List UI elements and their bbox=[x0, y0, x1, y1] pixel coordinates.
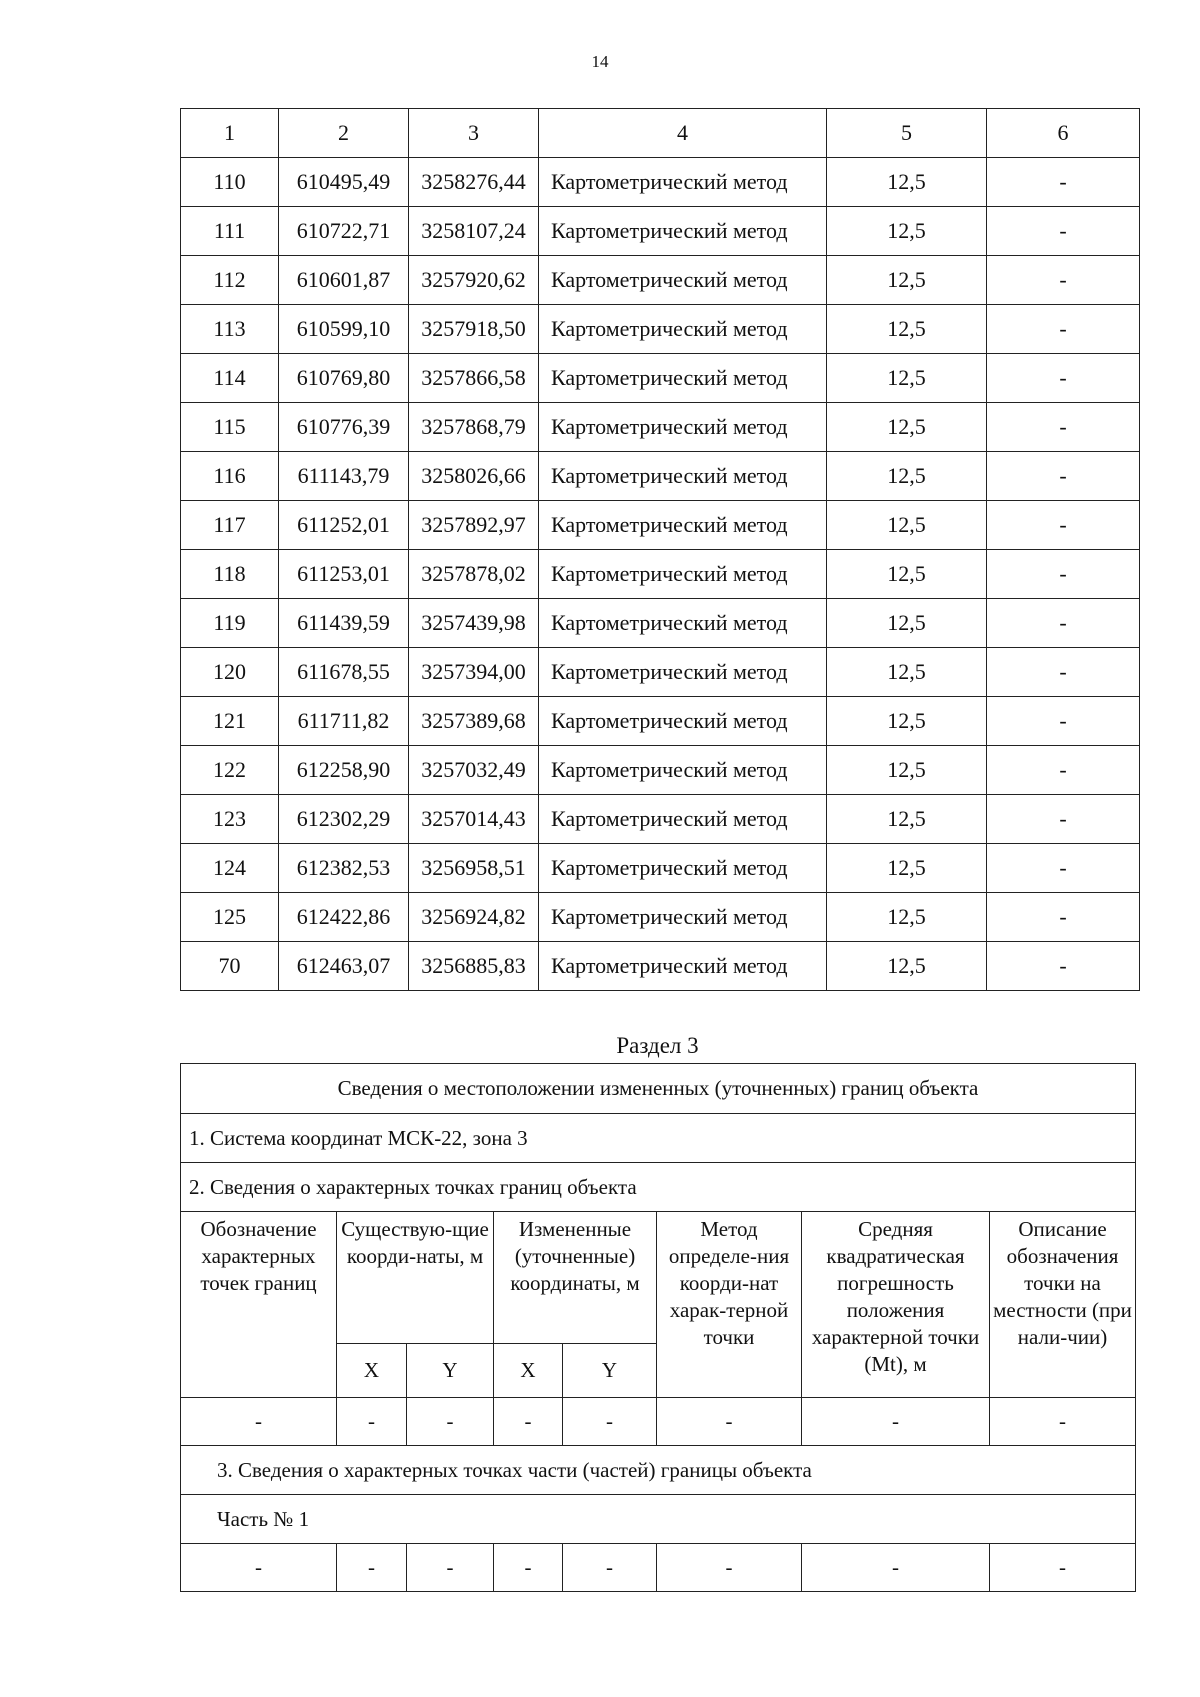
point-id-cell: 114 bbox=[181, 354, 279, 403]
method-cell: Картометрический метод bbox=[539, 599, 827, 648]
x-coord-cell: 611439,59 bbox=[279, 599, 409, 648]
point-id-cell: 113 bbox=[181, 305, 279, 354]
table-row bbox=[181, 599, 1140, 648]
point-id-cell: 118 bbox=[181, 550, 279, 599]
y-coord-cell: 3257014,43 bbox=[409, 795, 539, 844]
method-cell: Картометрический метод bbox=[539, 648, 827, 697]
y-coord-cell: 3257866,58 bbox=[409, 354, 539, 403]
table-row bbox=[181, 452, 1140, 501]
x-coord-cell: 612382,53 bbox=[279, 844, 409, 893]
table-row bbox=[181, 697, 1140, 746]
accuracy-cell: 12,5 bbox=[827, 158, 987, 207]
x-coord-cell: 612302,29 bbox=[279, 795, 409, 844]
y-coord-cell: 3256885,83 bbox=[409, 942, 539, 991]
accuracy-cell: 12,5 bbox=[827, 599, 987, 648]
y-coord-cell: 3257394,00 bbox=[409, 648, 539, 697]
y-coord-cell: 3256924,82 bbox=[409, 893, 539, 942]
y-coord-cell: 3257878,02 bbox=[409, 550, 539, 599]
accuracy-cell: 12,5 bbox=[827, 844, 987, 893]
method-cell: Картометрический метод bbox=[539, 795, 827, 844]
x-coord-cell: 612463,07 bbox=[279, 942, 409, 991]
points-heading: 2. Сведения о характерных точках границ объекта bbox=[181, 1163, 1136, 1212]
accuracy-cell: 12,5 bbox=[827, 795, 987, 844]
table-row bbox=[181, 893, 1140, 942]
accuracy-cell: 12,5 bbox=[827, 648, 987, 697]
accuracy-cell: 12,5 bbox=[827, 354, 987, 403]
method-cell: Картометрический метод bbox=[539, 452, 827, 501]
point-id-cell: 111 bbox=[181, 207, 279, 256]
method-cell: Картометрический метод bbox=[539, 158, 827, 207]
description-cell: - bbox=[987, 305, 1140, 354]
accuracy-cell: 12,5 bbox=[827, 893, 987, 942]
table-row bbox=[181, 746, 1140, 795]
accuracy-cell: 12,5 bbox=[827, 305, 987, 354]
accuracy-cell: 12,5 bbox=[827, 256, 987, 305]
table-row bbox=[181, 158, 1140, 207]
accuracy-cell: 12,5 bbox=[827, 403, 987, 452]
point-id-cell: 120 bbox=[181, 648, 279, 697]
description-cell: - bbox=[987, 501, 1140, 550]
section3-table bbox=[180, 1063, 1136, 1592]
y-coord-cell: 3257439,98 bbox=[409, 599, 539, 648]
x-coord-cell: 611143,79 bbox=[279, 452, 409, 501]
accuracy-cell: 12,5 bbox=[827, 207, 987, 256]
method-cell: Картометрический метод bbox=[539, 844, 827, 893]
method-cell: Картометрический метод bbox=[539, 893, 827, 942]
x-coord-cell: 610601,87 bbox=[279, 256, 409, 305]
designation-header: Обозначение характерных точек границ bbox=[181, 1212, 337, 1398]
accuracy-header: Средняя квадратическая погрешность положения характерной точки (Mt), м bbox=[802, 1212, 990, 1398]
point-id-cell: 112 bbox=[181, 256, 279, 305]
table-cell: - bbox=[407, 1544, 494, 1592]
table-cell: - bbox=[563, 1544, 657, 1592]
description-cell: - bbox=[987, 207, 1140, 256]
point-id-cell: 121 bbox=[181, 697, 279, 746]
accuracy-cell: 12,5 bbox=[827, 746, 987, 795]
part-row bbox=[181, 1544, 1136, 1592]
table-cell: - bbox=[657, 1544, 802, 1592]
y-coord-cell: 3257868,79 bbox=[409, 403, 539, 452]
existing-coords-header: Существую-щие коорди-наты, м bbox=[337, 1212, 494, 1344]
table-row bbox=[181, 354, 1140, 403]
description-cell: - bbox=[987, 942, 1140, 991]
point-id-cell: 125 bbox=[181, 893, 279, 942]
changed-coords-header: Измененные (уточненные) координаты, м bbox=[494, 1212, 657, 1344]
description-cell: - bbox=[987, 256, 1140, 305]
point-id-cell: 110 bbox=[181, 158, 279, 207]
description-cell: - bbox=[987, 844, 1140, 893]
y-coord-cell: 3257389,68 bbox=[409, 697, 539, 746]
description-cell: - bbox=[987, 746, 1140, 795]
description-header: Описание обозначения точки на местности (при нали-чии) bbox=[990, 1212, 1136, 1398]
table-row bbox=[181, 550, 1140, 599]
point-id-cell: 122 bbox=[181, 746, 279, 795]
y-coord-cell: 3258276,44 bbox=[409, 158, 539, 207]
y-coord-cell: 3257918,50 bbox=[409, 305, 539, 354]
table-cell: - bbox=[494, 1544, 563, 1592]
point-id-cell: 123 bbox=[181, 795, 279, 844]
method-cell: Картометрический метод bbox=[539, 501, 827, 550]
accuracy-cell: 12,5 bbox=[827, 550, 987, 599]
column-header: 3 bbox=[409, 109, 539, 158]
y-coord-cell: 3257920,62 bbox=[409, 256, 539, 305]
section-heading: Сведения о местоположении измененных (уточненных) границ объекта bbox=[181, 1064, 1136, 1114]
description-cell: - bbox=[987, 648, 1140, 697]
y-coord-cell: 3257892,97 bbox=[409, 501, 539, 550]
table-cell: - bbox=[990, 1544, 1136, 1592]
point-id-cell: 115 bbox=[181, 403, 279, 452]
table-row bbox=[181, 403, 1140, 452]
table-row bbox=[181, 844, 1140, 893]
point-id-cell: 117 bbox=[181, 501, 279, 550]
table-cell: - bbox=[337, 1398, 407, 1446]
table-row bbox=[181, 305, 1140, 354]
section-title: Раздел 3 bbox=[616, 1033, 699, 1058]
table-cell: - bbox=[563, 1398, 657, 1446]
table-row bbox=[181, 207, 1140, 256]
y-coord-cell: 3256958,51 bbox=[409, 844, 539, 893]
method-cell: Картометрический метод bbox=[539, 207, 827, 256]
method-cell: Картометрический метод bbox=[539, 697, 827, 746]
y-coord-cell: 3258026,66 bbox=[409, 452, 539, 501]
parts-heading: 3. Сведения о характерных точках части (частей) границы объекта bbox=[181, 1446, 1136, 1495]
x-coord-cell: 610495,49 bbox=[279, 158, 409, 207]
y-coord-cell: 3257032,49 bbox=[409, 746, 539, 795]
x-coord-cell: 612422,86 bbox=[279, 893, 409, 942]
table-cell: - bbox=[407, 1398, 494, 1446]
description-cell: - bbox=[987, 403, 1140, 452]
accuracy-cell: 12,5 bbox=[827, 942, 987, 991]
description-cell: - bbox=[987, 893, 1140, 942]
table-row bbox=[181, 256, 1140, 305]
x-header: X bbox=[494, 1344, 563, 1398]
x-coord-cell: 610599,10 bbox=[279, 305, 409, 354]
description-cell: - bbox=[987, 452, 1140, 501]
page-number: 14 bbox=[591, 52, 609, 71]
description-cell: - bbox=[987, 158, 1140, 207]
description-cell: - bbox=[987, 550, 1140, 599]
x-coord-cell: 611711,82 bbox=[279, 697, 409, 746]
description-cell: - bbox=[987, 697, 1140, 746]
table-row bbox=[181, 648, 1140, 697]
part-label: Часть № 1 bbox=[181, 1495, 1136, 1544]
method-cell: Картометрический метод bbox=[539, 403, 827, 452]
x-coord-cell: 610776,39 bbox=[279, 403, 409, 452]
y-header: Y bbox=[563, 1344, 657, 1398]
table-row bbox=[181, 795, 1140, 844]
method-header: Метод определе-ния коорди-нат харак-терной точки bbox=[657, 1212, 802, 1398]
column-header: 5 bbox=[827, 109, 987, 158]
table-cell: - bbox=[802, 1398, 990, 1446]
x-coord-cell: 612258,90 bbox=[279, 746, 409, 795]
accuracy-cell: 12,5 bbox=[827, 501, 987, 550]
x-coord-cell: 611678,55 bbox=[279, 648, 409, 697]
x-coord-cell: 611252,01 bbox=[279, 501, 409, 550]
x-header: X bbox=[337, 1344, 407, 1398]
method-cell: Картометрический метод bbox=[539, 354, 827, 403]
accuracy-cell: 12,5 bbox=[827, 452, 987, 501]
description-cell: - bbox=[987, 795, 1140, 844]
column-header: 1 bbox=[181, 109, 279, 158]
table-cell: - bbox=[802, 1544, 990, 1592]
description-cell: - bbox=[987, 599, 1140, 648]
y-coord-cell: 3258107,24 bbox=[409, 207, 539, 256]
column-header: 4 bbox=[539, 109, 827, 158]
table-header-row bbox=[181, 109, 1140, 158]
column-header: 2 bbox=[279, 109, 409, 158]
method-cell: Картометрический метод bbox=[539, 550, 827, 599]
point-id-cell: 119 bbox=[181, 599, 279, 648]
empty-row bbox=[181, 1398, 1136, 1446]
table-row bbox=[181, 942, 1140, 991]
table-cell: - bbox=[337, 1544, 407, 1592]
description-cell: - bbox=[987, 354, 1140, 403]
point-id-cell: 116 bbox=[181, 452, 279, 501]
table-row bbox=[181, 501, 1140, 550]
accuracy-cell: 12,5 bbox=[827, 697, 987, 746]
y-header: Y bbox=[407, 1344, 494, 1398]
table-cell: - bbox=[494, 1398, 563, 1446]
method-cell: Картометрический метод bbox=[539, 305, 827, 354]
table-cell: - bbox=[990, 1398, 1136, 1446]
method-cell: Картометрический метод bbox=[539, 942, 827, 991]
column-header: 6 bbox=[987, 109, 1140, 158]
method-cell: Картометрический метод bbox=[539, 256, 827, 305]
x-coord-cell: 610722,71 bbox=[279, 207, 409, 256]
method-cell: Картометрический метод bbox=[539, 746, 827, 795]
table-cell: - bbox=[181, 1398, 337, 1446]
x-coord-cell: 611253,01 bbox=[279, 550, 409, 599]
table-cell: - bbox=[657, 1398, 802, 1446]
x-coord-cell: 610769,80 bbox=[279, 354, 409, 403]
coordinates-table bbox=[180, 108, 1140, 991]
table-cell: - bbox=[181, 1544, 337, 1592]
point-id-cell: 70 bbox=[181, 942, 279, 991]
point-id-cell: 124 bbox=[181, 844, 279, 893]
coord-system: 1. Система координат МСК-22, зона 3 bbox=[181, 1114, 1136, 1163]
